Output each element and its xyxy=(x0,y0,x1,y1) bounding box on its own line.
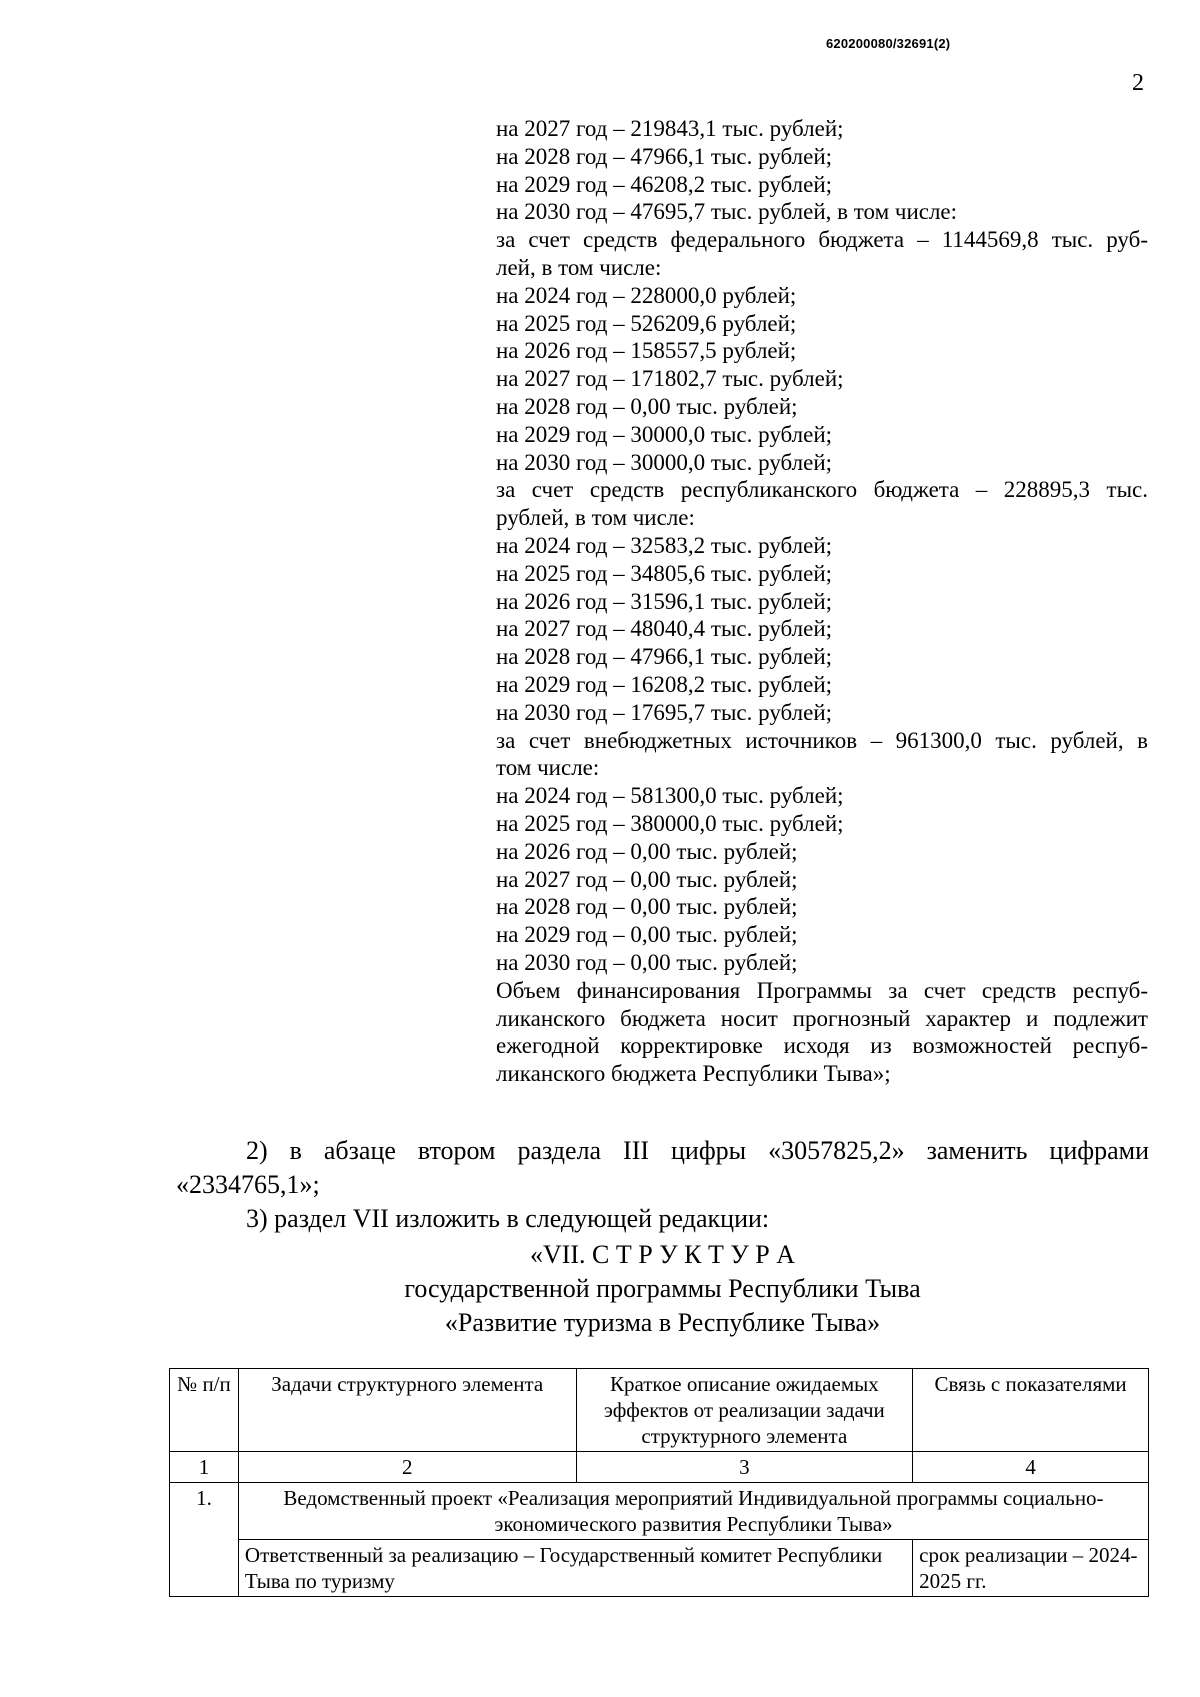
col-number: 1 xyxy=(170,1452,239,1483)
funding-line: Объем финансирования Программы за счет средств респуб- xyxy=(496,977,1148,1003)
funding-line: на 2029 год – 30000,0 тыс. рублей; xyxy=(496,421,833,447)
section-title-line-2: государственной программы Республики Тыва xyxy=(404,1274,921,1303)
header-indicators: Связь с показателями xyxy=(913,1369,1149,1452)
section-title-line-1: «VII. С Т Р У К Т У Р А xyxy=(529,1240,796,1269)
col-number: 2 xyxy=(238,1452,576,1483)
funding-line: на 2027 год – 0,00 тыс. рублей; xyxy=(496,866,798,892)
section-title xyxy=(176,1238,1149,1340)
funding-line: том числе: xyxy=(496,755,600,781)
amendment-text xyxy=(176,1134,1149,1236)
funding-line: ежегодной корректировке исходя из возможностей респуб- xyxy=(496,1033,1148,1059)
funding-line: ликанского бюджета носит прогнозный характер и подлежит xyxy=(496,1005,1148,1031)
col-number: 3 xyxy=(576,1452,913,1483)
header-number: № п/п xyxy=(170,1369,239,1452)
row-number: 1. xyxy=(170,1483,239,1597)
funding-line: на 2030 год – 47695,7 тыс. рублей, в том числе: xyxy=(496,199,958,225)
funding-line: за счет средств федерального бюджета – 1144569,8 тыс. руб- xyxy=(496,227,1148,253)
funding-line: на 2026 год – 0,00 тыс. рублей; xyxy=(496,838,798,864)
funding-line: на 2025 год – 380000,0 тыс. рублей; xyxy=(496,810,844,836)
table-col-numbers-row xyxy=(170,1452,1149,1483)
funding-line: на 2028 год – 0,00 тыс. рублей; xyxy=(496,894,798,920)
funding-line: на 2029 год – 16208,2 тыс. рублей; xyxy=(496,671,833,697)
funding-line: на 2028 год – 47966,1 тыс. рублей; xyxy=(496,644,833,670)
section-title-line-3: «Развитие туризма в Республике Тыва» xyxy=(444,1308,881,1337)
funding-line: на 2024 год – 32583,2 тыс. рублей; xyxy=(496,532,833,558)
table-header-row xyxy=(170,1369,1149,1452)
funding-line: ликанского бюджета Республики Тыва»; xyxy=(496,1061,891,1087)
project-name: Ведомственный проект «Реализация мероприятий Индивидуальной программы социально-экономического развития Республики Тыва» xyxy=(238,1483,1148,1540)
funding-line: лей, в том числе: xyxy=(496,254,662,280)
funding-line: на 2024 год – 228000,0 рублей; xyxy=(496,282,797,308)
funding-line: на 2026 год – 31596,1 тыс. рублей; xyxy=(496,588,833,614)
header-effects: Краткое описание ожидаемых эффектов от реализации задачи структурного элемента xyxy=(576,1369,913,1452)
funding-line: на 2029 год – 46208,2 тыс. рублей; xyxy=(496,171,833,197)
funding-line: на 2026 год – 158557,5 рублей; xyxy=(496,338,797,364)
funding-line: на 2027 год – 171802,7 тыс. рублей; xyxy=(496,366,844,392)
funding-line: на 2030 год – 0,00 тыс. рублей; xyxy=(496,949,798,975)
item-3: 3) раздел VII изложить в следующей редакции: xyxy=(246,1204,770,1233)
structure-table xyxy=(169,1368,1149,1597)
funding-line: на 2027 год – 219843,1 тыс. рублей; xyxy=(496,116,844,141)
funding-line: на 2027 год – 48040,4 тыс. рублей; xyxy=(496,616,833,642)
funding-line: на 2028 год – 0,00 тыс. рублей; xyxy=(496,393,798,419)
funding-line: на 2030 год – 30000,0 тыс. рублей; xyxy=(496,449,833,475)
funding-line: рублей, в том числе: xyxy=(496,505,695,531)
funding-line: за счет средств республиканского бюджета – 228895,3 тыс. xyxy=(496,477,1148,503)
funding-line: на 2028 год – 47966,1 тыс. рублей; xyxy=(496,143,833,169)
header-tasks: Задачи структурного элемента xyxy=(238,1369,576,1452)
table-row xyxy=(170,1540,1149,1597)
col-number: 4 xyxy=(913,1452,1149,1483)
funding-line: на 2025 год – 34805,6 тыс. рублей; xyxy=(496,560,833,586)
item-2-line-2: «2334765,1»; xyxy=(176,1170,320,1199)
funding-line: на 2030 год – 17695,7 тыс. рублей; xyxy=(496,699,833,725)
document-number: 620200080/32691(2) xyxy=(826,36,951,51)
item-2-line-1: 2) в абзаце втором раздела III цифры «3057825,2» заменить цифрами xyxy=(246,1136,1149,1165)
funding-line: на 2029 год – 0,00 тыс. рублей; xyxy=(496,922,798,948)
funding-column xyxy=(496,115,1148,1088)
funding-line: за счет внебюджетных источников – 961300,0 тыс. рублей, в xyxy=(496,727,1148,753)
funding-line: на 2025 год – 526209,6 рублей; xyxy=(496,310,797,336)
funding-line: на 2024 год – 581300,0 тыс. рублей; xyxy=(496,783,844,809)
term: срок реализации – 2024-2025 гг. xyxy=(913,1540,1149,1597)
responsible: Ответственный за реализацию – Государственный комитет Республики Тыва по туризму xyxy=(238,1540,912,1597)
page-number: 2 xyxy=(1132,70,1144,96)
table-row xyxy=(170,1483,1149,1540)
